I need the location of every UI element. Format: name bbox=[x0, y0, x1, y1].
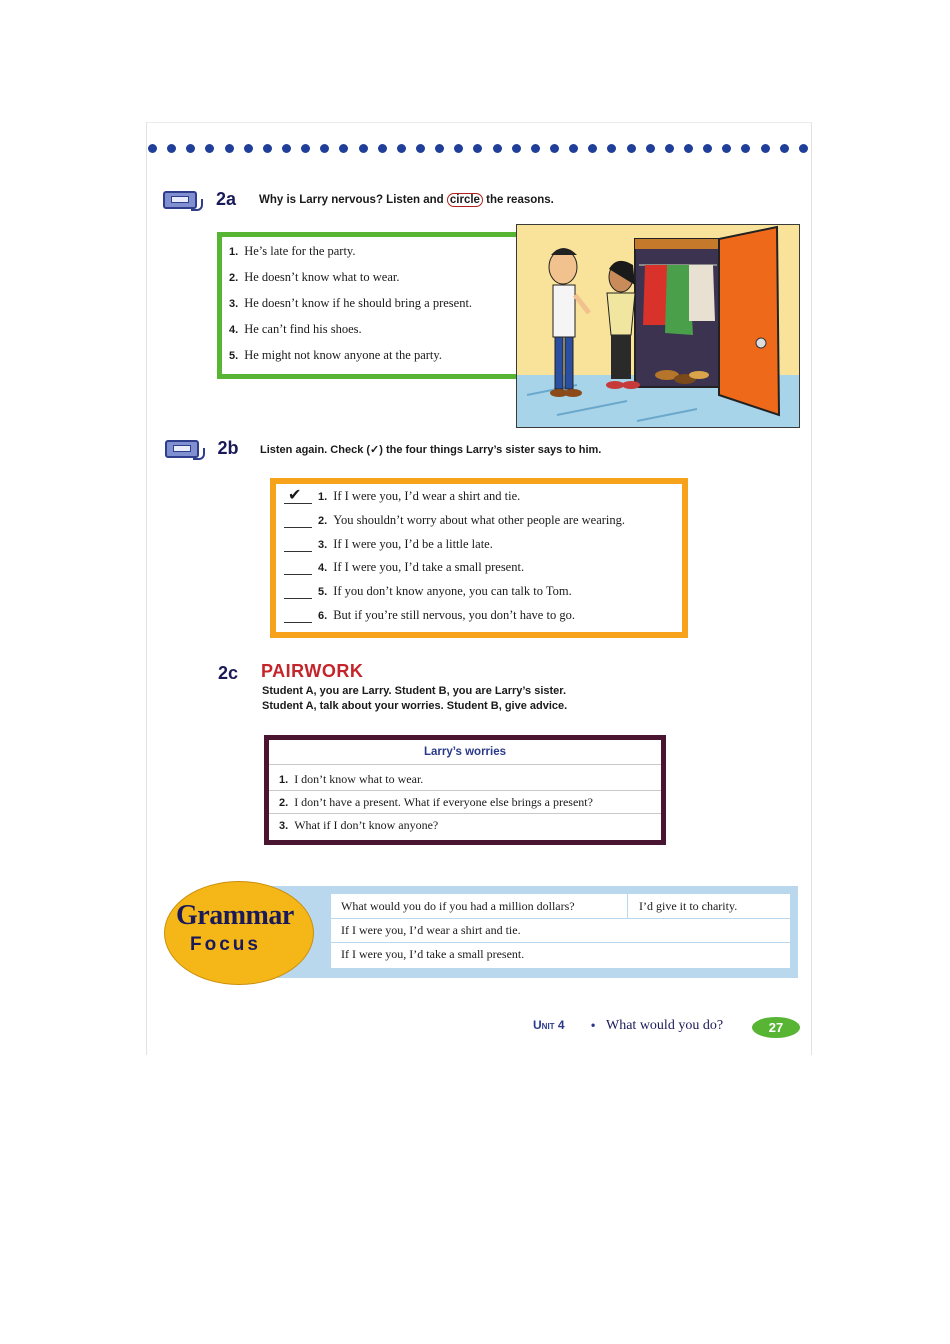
rule-dot bbox=[148, 144, 157, 153]
grammar-focus-title: Grammar bbox=[176, 900, 294, 931]
unit-label: Unit 4 bbox=[533, 1018, 565, 1032]
answer-blank[interactable] bbox=[284, 515, 312, 528]
rule-dot bbox=[607, 144, 616, 153]
rule-dot bbox=[722, 144, 731, 153]
checklist-item: 4. If I were you, I’d take a small present. bbox=[284, 560, 524, 575]
answer-blank[interactable] bbox=[284, 610, 312, 623]
table-row: If I were you, I’d wear a shirt and tie. bbox=[331, 918, 790, 943]
rule-dot bbox=[569, 144, 578, 153]
pairwork-title: PAIRWORK bbox=[261, 661, 364, 681]
rule-dot bbox=[799, 144, 808, 153]
checklist-item: 3. If I were you, I’d be a little late. bbox=[284, 537, 493, 552]
rule-dot bbox=[703, 144, 712, 153]
list-item: 2. He doesn’t know what to wear. bbox=[229, 270, 400, 284]
footer-bullet: • bbox=[591, 1018, 596, 1032]
exercise-badge-2a: 2a bbox=[209, 185, 243, 213]
grammar-focus-table bbox=[330, 893, 791, 969]
pairwork-line-2: Student A, talk about your worries. Student B, give advice. bbox=[262, 700, 568, 712]
check-mark-icon: ✔ bbox=[288, 485, 302, 504]
rule-dot bbox=[684, 144, 693, 153]
rule-dot bbox=[359, 144, 368, 153]
table-row: 1. I don’t know what to wear. bbox=[269, 768, 661, 791]
rule-dot bbox=[244, 144, 253, 153]
rule-dot bbox=[588, 144, 597, 153]
table-row: 3. What if I don’t know anyone? bbox=[279, 818, 439, 832]
list-item: 3. He doesn’t know if he should bring a present. bbox=[229, 296, 473, 310]
list-item: 1. He’s late for the party. bbox=[229, 244, 356, 258]
page-number: 27 bbox=[752, 1017, 800, 1038]
rule-dot bbox=[263, 144, 272, 153]
circled-word: circle bbox=[447, 193, 483, 207]
answer-blank[interactable] bbox=[284, 539, 312, 552]
grammar-question: What would you do if you had a million dollars? bbox=[341, 899, 575, 913]
table-row: If I were you, I’d take a small present. bbox=[341, 947, 525, 961]
rule-dot bbox=[780, 144, 789, 153]
rule-dot bbox=[454, 144, 463, 153]
dotted-rule bbox=[146, 141, 810, 155]
rule-dot bbox=[493, 144, 502, 153]
rule-dot bbox=[531, 144, 540, 153]
pairwork-line-1: Student A, you are Larry. Student B, you are Larry’s sister. bbox=[262, 685, 567, 697]
list-item: 4. He can’t find his shoes. bbox=[229, 322, 362, 336]
rule-dot bbox=[320, 144, 329, 153]
checklist-item: ✔ 1. If I were you, I’d wear a shirt and tie. bbox=[284, 489, 520, 504]
table-row: 2. I don’t have a present. What if everyone else brings a present? bbox=[269, 791, 661, 814]
answer-blank[interactable] bbox=[284, 485, 312, 504]
grammar-focus-badge bbox=[164, 881, 314, 985]
rule-dot bbox=[435, 144, 444, 153]
rule-dot bbox=[339, 144, 348, 153]
checklist-item: 2. You shouldn’t worry about what other people are wearing. bbox=[284, 513, 625, 528]
rule-dot bbox=[416, 144, 425, 153]
cassette-icon bbox=[163, 191, 197, 209]
grammar-answer: I’d give it to charity. bbox=[639, 899, 738, 913]
rule-dot bbox=[627, 144, 636, 153]
rule-dot bbox=[761, 144, 770, 153]
worries-table-title: Larry’s worries bbox=[269, 740, 661, 765]
rule-dot bbox=[282, 144, 291, 153]
table-row bbox=[331, 894, 790, 919]
rule-dot bbox=[473, 144, 482, 153]
exercise-badge-2c: 2c bbox=[211, 659, 245, 687]
rule-dot bbox=[665, 144, 674, 153]
instruction-2a: Why is Larry nervous? Listen and circle the reasons. bbox=[259, 194, 554, 206]
cassette-icon bbox=[165, 440, 199, 458]
rule-dot bbox=[741, 144, 750, 153]
rule-dot bbox=[225, 144, 234, 153]
rule-dot bbox=[167, 144, 176, 153]
rule-dot bbox=[646, 144, 655, 153]
rule-dot bbox=[550, 144, 559, 153]
answer-blank[interactable] bbox=[284, 586, 312, 599]
answer-blank[interactable] bbox=[284, 562, 312, 575]
worries-table bbox=[264, 735, 666, 845]
rule-dot bbox=[397, 144, 406, 153]
list-item: 5. He might not know anyone at the party. bbox=[229, 348, 442, 362]
grammar-focus-subtitle: Focus bbox=[190, 934, 261, 955]
checklist-item: 5. If you don’t know anyone, you can talk to Tom. bbox=[284, 584, 572, 599]
rule-dot bbox=[512, 144, 521, 153]
rule-dot bbox=[205, 144, 214, 153]
rule-dot bbox=[301, 144, 310, 153]
unit-title: What would you do? bbox=[606, 1018, 724, 1033]
exercise-badge-2b: 2b bbox=[211, 434, 245, 462]
rule-dot bbox=[186, 144, 195, 153]
rule-dot bbox=[378, 144, 387, 153]
checklist-item: 6. But if you’re still nervous, you don’t have to go. bbox=[284, 608, 575, 623]
larry-and-sister-illustration bbox=[516, 224, 800, 428]
instruction-2b: Listen again. Check (✓) the four things Larry’s sister says to him. bbox=[260, 444, 602, 456]
